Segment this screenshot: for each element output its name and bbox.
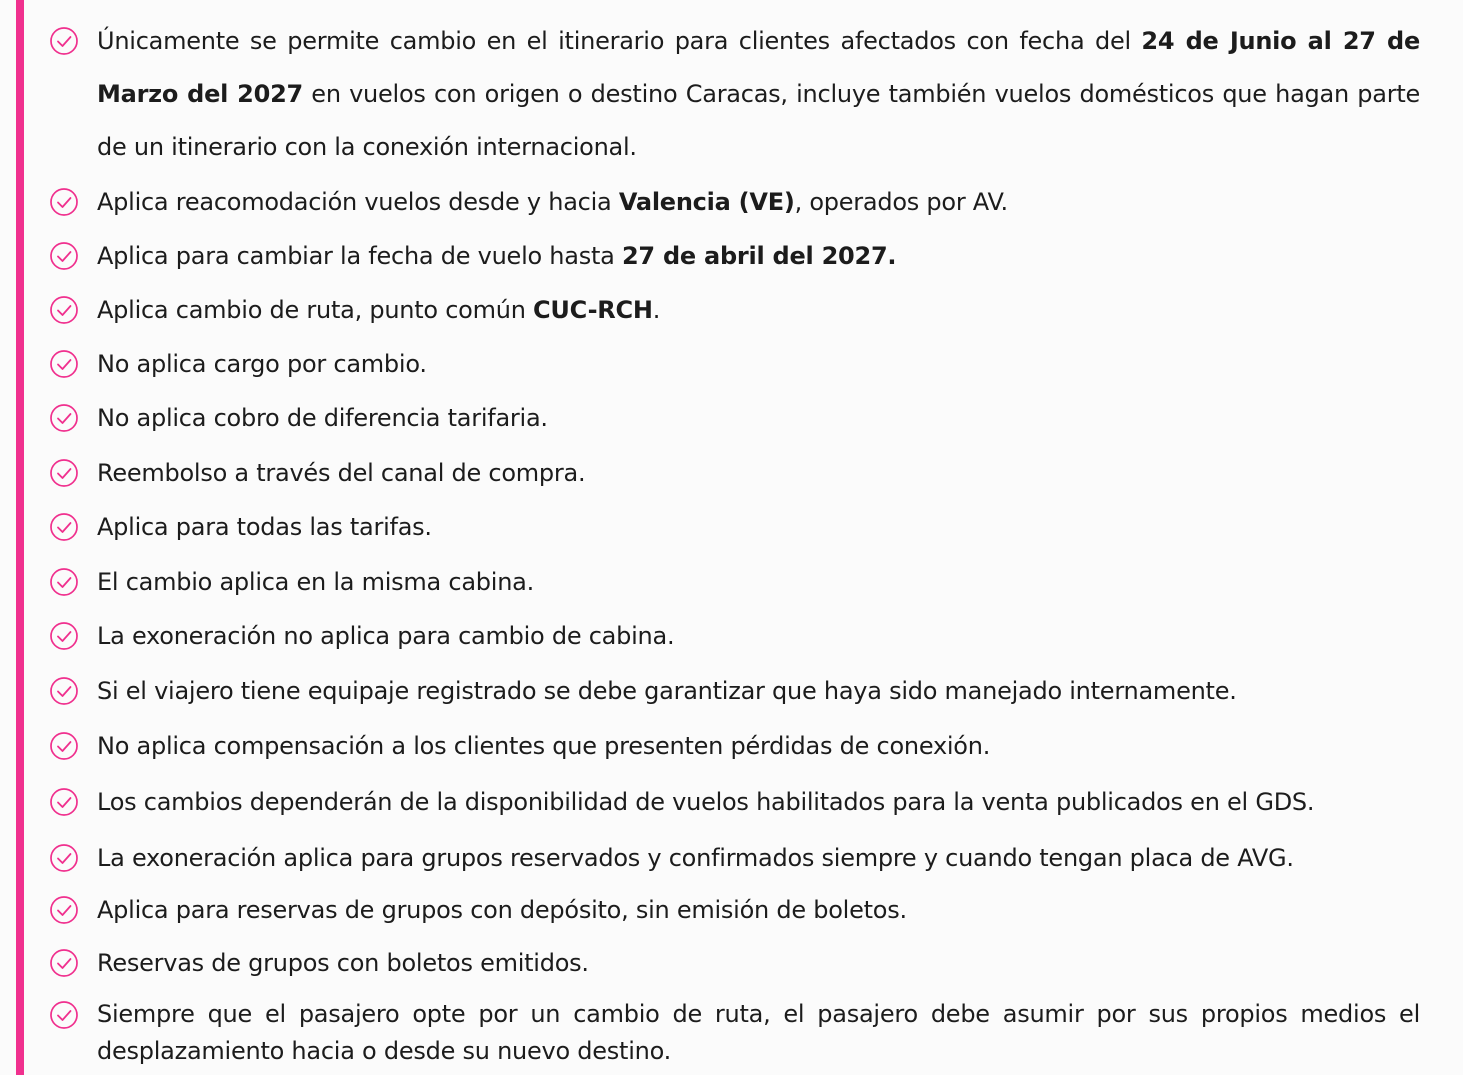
list-item-text [97, 399, 1420, 437]
list-item-text [97, 291, 1420, 329]
list-item [48, 891, 1420, 929]
text-segment: Aplica reacomodación vuelos desde y hacia [97, 188, 619, 216]
text-segment: No aplica compensación a los clientes que presenten pérdidas de conexión. [97, 732, 991, 760]
bold-text: 27 de abril del 2027. [621, 242, 897, 270]
list-item-text [97, 15, 1420, 174]
text-segment: en vuelos con origen o destino Caracas, incluye también vuelos domésticos que hagan parte de un itinerario con la conexión internacional. [97, 80, 1420, 161]
list-item [48, 783, 1420, 821]
text-segment: Reembolso a través del canal de compra. [97, 459, 586, 487]
list-item [48, 727, 1420, 765]
text-segment: La exoneración no aplica para cambio de cabina. [97, 622, 675, 650]
check-circle-icon [48, 348, 80, 380]
list-item-text [97, 839, 1420, 877]
text-segment: Aplica para reservas de grupos con depósito, sin emisión de boletos. [97, 896, 907, 924]
bold-text: Valencia (VE) [618, 188, 795, 216]
list-item [48, 291, 1420, 329]
list-item [48, 345, 1420, 383]
check-circle-icon [48, 786, 80, 818]
check-circle-icon [48, 402, 80, 434]
list-item [48, 508, 1420, 546]
list-item-text [97, 454, 1420, 492]
check-circle-icon [48, 240, 80, 272]
check-circle-icon [48, 675, 80, 707]
text-segment: La exoneración aplica para grupos reservados y confirmados siempre y cuando tengan placa de AVG. [97, 844, 1294, 872]
text-segment: No aplica cargo por cambio. [97, 350, 427, 378]
list-item [48, 944, 1420, 982]
text-segment: Únicamente se permite cambio en el itinerario para clientes afectados con fecha del [97, 27, 1142, 55]
text-segment: No aplica cobro de diferencia tarifaria. [97, 404, 548, 432]
check-circle-icon [48, 620, 80, 652]
check-circle-icon [48, 730, 80, 762]
list-item [48, 996, 1420, 1070]
check-circle-icon [48, 999, 80, 1031]
list-item [48, 617, 1420, 655]
bold-text: CUC-RCH [533, 296, 653, 324]
list-item [48, 237, 1420, 275]
list-item-text [97, 183, 1420, 221]
check-circle-icon [48, 25, 80, 57]
check-circle-icon [48, 566, 80, 598]
text-segment: Aplica cambio de ruta, punto común [97, 296, 534, 324]
text-segment: Los cambios dependerán de la disponibilidad de vuelos habilitados para la venta publicados en el GDS. [97, 788, 1315, 816]
list-item-text [97, 563, 1420, 601]
list-item [48, 399, 1420, 437]
list-item [48, 672, 1420, 710]
check-circle-icon [48, 186, 80, 218]
text-segment: Aplica para cambiar la fecha de vuelo hasta [97, 242, 622, 270]
check-circle-icon [48, 511, 80, 543]
list-item-text [97, 237, 1420, 275]
text-segment: . [652, 296, 661, 324]
text-segment: El cambio aplica en la misma cabina. [97, 568, 534, 596]
list-item-text [97, 617, 1420, 655]
list-item-text [97, 727, 1420, 765]
list-item-text [97, 783, 1420, 821]
bold-text: 24 de Junio al 27 de Marzo del 2027 [97, 27, 1420, 108]
list-item [48, 839, 1420, 877]
list-item [48, 15, 1420, 174]
list-item-text [97, 345, 1420, 383]
list-item-text [97, 672, 1420, 710]
text-segment: , operados por AV. [794, 188, 1008, 216]
text-segment: Siempre que el pasajero opte por un cambio de ruta, el pasajero debe asumir por sus propios medios el desplazamiento hacia o desde su nuevo destino. [97, 1000, 1420, 1065]
text-segment: Aplica para todas las tarifas. [97, 513, 432, 541]
text-segment: Si el viajero tiene equipaje registrado se debe garantizar que haya sido manejado internamente. [97, 677, 1237, 705]
text-segment: Reservas de grupos con boletos emitidos. [97, 949, 589, 977]
check-circle-icon [48, 947, 80, 979]
list-item-text [97, 996, 1420, 1070]
check-circle-icon [48, 294, 80, 326]
list-item-text [97, 944, 1420, 982]
list-item [48, 563, 1420, 601]
accent-bar [16, 0, 24, 1075]
check-circle-icon [48, 842, 80, 874]
list-item-text [97, 508, 1420, 546]
check-circle-icon [48, 457, 80, 489]
list-item [48, 454, 1420, 492]
list-item-text [97, 891, 1420, 929]
check-circle-icon [48, 894, 80, 926]
list-item [48, 183, 1420, 221]
